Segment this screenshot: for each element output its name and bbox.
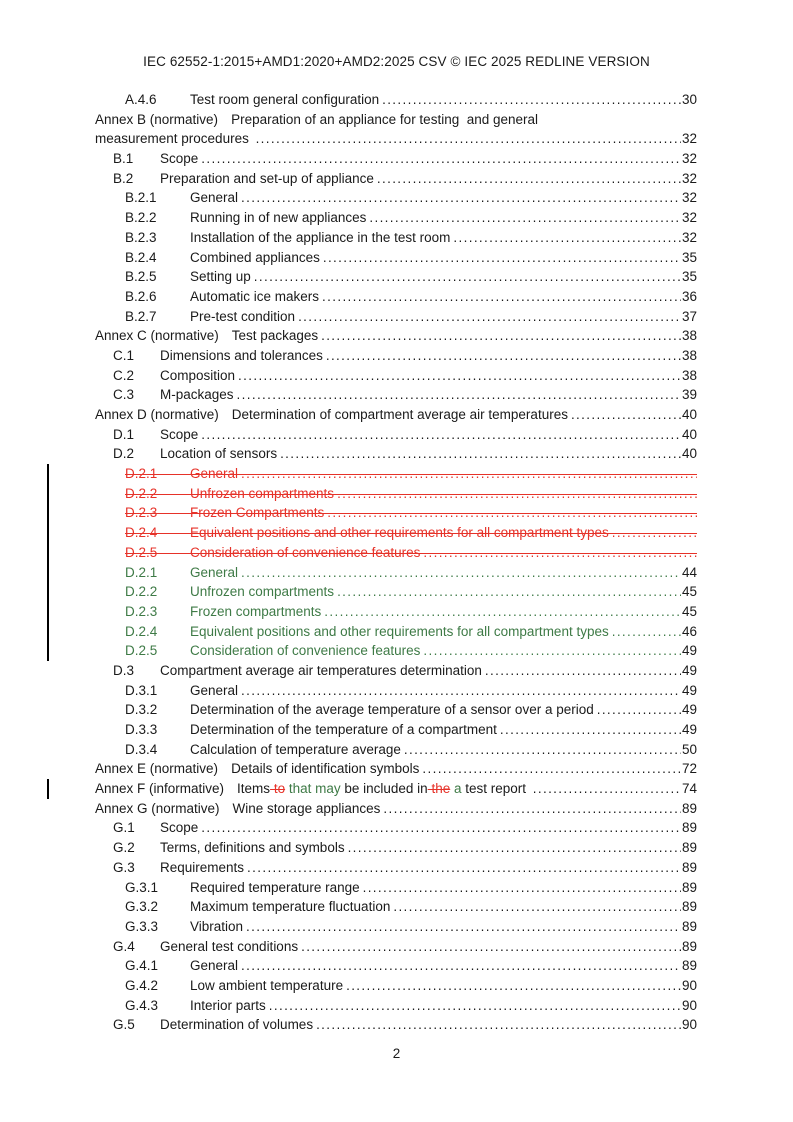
toc-dot-leader [238, 563, 681, 583]
toc-dot-leader [238, 956, 681, 976]
toc-entry-title: General [190, 682, 239, 698]
toc-entry [95, 110, 697, 130]
toc-page-number: 32 [681, 190, 697, 206]
toc-entry-title: Pre-test condition [190, 308, 296, 324]
toc-entry-title: Scope [160, 151, 199, 167]
toc-page-number: 49 [681, 702, 697, 718]
toc-entry [95, 838, 697, 858]
toc-dot-leader [345, 838, 681, 858]
toc-entry-title: Scope [160, 426, 199, 442]
toc-dot-leader [253, 129, 681, 149]
toc-dot-leader [277, 444, 681, 464]
toc-entry-number: A.4.6 [125, 92, 157, 107]
toc-entry-title: measurement procedures [95, 131, 253, 147]
toc-entry-title: General [190, 958, 239, 974]
toc-entry-number: G.1 [113, 820, 135, 836]
toc-page-number: 32 [681, 151, 697, 167]
toc-page-number: 50 [681, 741, 697, 757]
toc-entry [95, 326, 697, 346]
toc-entry-title: General [190, 564, 239, 580]
toc-dot-leader [238, 681, 681, 701]
toc-dot-leader [334, 582, 681, 602]
toc-entry-title: Maximum temperature fluctuation [190, 899, 391, 915]
toc-entry [95, 897, 697, 917]
toc-dot-leader [198, 425, 681, 445]
toc-entry [95, 405, 697, 425]
toc-entry [95, 307, 697, 327]
toc-entry-number: B.2 [113, 170, 134, 186]
toc-dot-leader [234, 385, 681, 405]
toc-entry [95, 818, 697, 838]
toc-entry-title: Test room general configuration [190, 92, 380, 107]
toc-entry [95, 858, 697, 878]
toc-entry-title: Unfrozen compartments [190, 485, 335, 501]
toc-entry-number: Annex C (normative) [95, 328, 219, 344]
toc-page-number: 38 [681, 367, 697, 383]
toc-dot-leader [380, 799, 681, 819]
toc-entry-title: Interior parts [190, 997, 266, 1013]
toc-entry [95, 169, 697, 189]
toc-entry-title: Compartment average air temperatures determination [160, 662, 482, 678]
toc-page-number: 49 [681, 722, 697, 737]
toc-page-number: 90 [681, 997, 697, 1013]
toc-page-number: 89 [681, 879, 697, 895]
toc-entry [95, 740, 697, 760]
toc-entry-title [237, 779, 530, 799]
toc-entry [95, 149, 697, 169]
toc-dot-leader [323, 346, 681, 366]
toc-entry [95, 937, 697, 957]
toc-dot-leader [295, 307, 681, 327]
toc-entry-number: D.2.5 [125, 643, 158, 659]
toc-page-number: 30 [681, 92, 697, 107]
redline-inserted-text: a [450, 781, 462, 797]
toc-dot-leader [321, 602, 681, 622]
toc-dot-leader [343, 976, 681, 996]
toc-entry [95, 681, 697, 701]
toc-entry [95, 956, 697, 976]
toc-entry [95, 976, 697, 996]
toc-page-number: 89 [681, 899, 697, 915]
toc-dot-leader [497, 720, 681, 740]
toc-dot-leader [319, 287, 681, 307]
toc-entry-number: B.1 [113, 151, 134, 167]
toc-entry-title: Determination of compartment average air temperatures [231, 407, 568, 422]
toc-dot-leader [198, 149, 681, 169]
toc-entry [95, 90, 697, 110]
toc-page-number: 36 [681, 288, 697, 304]
redline-deleted-text: the [427, 781, 451, 797]
toc-entry [95, 129, 697, 149]
toc-dot-leader [198, 818, 681, 838]
toc-dot-leader [251, 267, 681, 287]
redline-normal-text: be included in [340, 781, 428, 797]
toc-entry [95, 503, 697, 523]
toc-page-number: 32 [681, 210, 697, 226]
toc-page-number: 39 [681, 387, 697, 403]
toc-page-number: 38 [681, 328, 697, 344]
toc-entry-title: Calculation of temperature average [190, 741, 401, 757]
toc-page-number: 44 [681, 564, 697, 580]
toc-entry-number: D.3.1 [125, 682, 158, 698]
toc-entry-title: Determination of the average temperature of a sensor over a period [190, 702, 594, 718]
toc-entry-number: D.2.2 [125, 485, 158, 501]
toc-entry-title: Frozen Compartments [190, 505, 325, 521]
toc-entry [95, 444, 697, 464]
toc-entry-number: D.2.2 [125, 584, 158, 600]
toc-page-number: 45 [681, 603, 697, 619]
toc-page-number: 45 [681, 584, 697, 600]
toc-dot-leader [366, 208, 681, 228]
toc-entry [95, 543, 697, 563]
toc-page-number: 89 [681, 859, 697, 875]
toc-entry-title: Equivalent positions and other requirements for all compartment types [190, 525, 609, 541]
toc-entry-title: Setting up [190, 269, 251, 285]
redline-normal-text: test report [461, 781, 530, 797]
toc-page-number: 35 [681, 249, 697, 265]
redline-deleted-text: to [270, 781, 286, 797]
toc-entry-number: Annex E (normative) [95, 761, 219, 777]
toc-dot-leader [360, 878, 681, 898]
toc-page-number: 89 [681, 820, 697, 836]
toc-page-number: 40 [681, 407, 697, 422]
toc-entry-title: Vibration [190, 918, 244, 934]
toc-entry-number: G.4.3 [125, 997, 159, 1013]
toc-entry [95, 425, 697, 445]
toc-entry-title: Location of sensors [160, 446, 278, 462]
toc-page-number: 49 [681, 682, 697, 698]
toc-page-number: 46 [681, 623, 697, 639]
toc-page-number: 74 [681, 781, 697, 797]
toc-entry-number: Annex D (normative) [95, 407, 219, 422]
toc-entry [95, 287, 697, 307]
toc-entry-title: General [190, 466, 239, 482]
toc-entry-title: Determination of volumes [160, 1017, 314, 1033]
toc-page-number: 32 [681, 131, 697, 147]
toc-entry [95, 464, 697, 484]
toc-entry-number: G.4.2 [125, 977, 159, 993]
toc-entry-number: D.2.3 [125, 505, 158, 521]
toc-entry-title: Running in of new appliances [190, 210, 367, 226]
toc-entry-number: B.2.5 [125, 269, 157, 285]
toc-entry-title: Dimensions and tolerances [160, 347, 323, 363]
toc-page-number: 89 [681, 840, 697, 856]
toc-entry [95, 523, 697, 543]
toc-entry [95, 582, 697, 602]
toc-entry-number: D.2.4 [125, 623, 158, 639]
toc-entry-number: D.3.3 [125, 722, 158, 737]
toc-page-number: 89 [681, 958, 697, 974]
toc-entry-number: C.2 [113, 367, 135, 383]
toc-page-number: 40 [681, 446, 697, 462]
toc-list [95, 90, 697, 1035]
toc-entry-number: D.3 [113, 662, 135, 678]
toc-dot-leader [390, 897, 681, 917]
toc-entry [95, 366, 697, 386]
toc-entry-number: C.3 [113, 387, 135, 403]
toc-dot-leader [379, 90, 681, 110]
toc-dot-leader [609, 523, 697, 543]
toc-dot-leader [244, 858, 681, 878]
toc-dot-leader [609, 622, 681, 642]
toc-entry-title: Combined appliances [190, 249, 320, 265]
toc-entry [95, 602, 697, 622]
toc-entry-number: Annex F (informative) [95, 781, 225, 797]
toc-entry-title: Preparation of an appliance for testing and general [231, 111, 539, 127]
toc-entry [95, 208, 697, 228]
toc-dot-leader [318, 326, 681, 346]
toc-entry-number: Annex G (normative) [95, 800, 220, 816]
toc-entry-title: Determination of the temperature of a compartment [190, 722, 497, 737]
toc-entry-title: Automatic ice makers [190, 288, 320, 304]
toc-dot-leader [450, 228, 681, 248]
toc-entry-title: Equivalent positions and other requirements for all compartment types [190, 623, 609, 639]
toc-page-number: 35 [681, 269, 697, 285]
toc-entry [95, 228, 697, 248]
toc-entry [95, 759, 697, 779]
toc-entry-number: B.2.3 [125, 229, 157, 245]
toc-dot-leader [235, 366, 681, 386]
toc-entry [95, 1015, 697, 1035]
toc-page-number: 72 [681, 761, 697, 777]
toc-dot-leader [420, 641, 681, 661]
toc-dot-leader [482, 661, 681, 681]
toc-dot-leader [401, 740, 681, 760]
toc-entry [95, 563, 697, 583]
toc-entry [95, 878, 697, 898]
toc-entry-title: General [190, 190, 239, 206]
toc-entry-number: G.3.2 [125, 899, 159, 915]
toc-entry [95, 720, 697, 740]
toc-entry-title: Required temperature range [190, 879, 360, 895]
page-header: IEC 62552-1:2015+AMD1:2020+AMD2:2025 CSV © IEC 2025 REDLINE VERSION [143, 54, 650, 69]
toc-entry-title: Details of identification symbols [231, 761, 420, 777]
toc-entry-number: D.3.2 [125, 702, 158, 718]
toc-entry-title: General test conditions [160, 938, 299, 954]
toc-dot-leader [530, 779, 681, 799]
toc-entry-title: Unfrozen compartments [190, 584, 335, 600]
toc-dot-leader [374, 169, 681, 189]
toc-entry-number: B.2.7 [125, 308, 157, 324]
toc-page-number: 37 [681, 308, 697, 324]
toc-entry-number: D.1 [113, 426, 135, 442]
toc-page-number: 40 [681, 426, 697, 442]
toc-entry-title: M-packages [160, 387, 234, 403]
toc-entry-number: G.3.3 [125, 918, 159, 934]
toc-entry-title: Terms, definitions and symbols [160, 840, 345, 856]
toc-dot-leader [266, 996, 681, 1016]
toc-dot-leader [243, 917, 681, 937]
toc-dot-leader [298, 937, 681, 957]
toc-entry [95, 661, 697, 681]
toc-entry [95, 484, 697, 504]
toc-entry-title: Wine storage appliances [232, 800, 381, 816]
toc-entry [95, 700, 697, 720]
toc-entry-number: G.4 [113, 938, 135, 954]
toc-page-number: 32 [681, 229, 697, 245]
toc-dot-leader [238, 464, 697, 484]
toc-entry [95, 248, 697, 268]
toc-page-number: 89 [681, 800, 697, 816]
toc-page-number: 49 [681, 662, 697, 678]
toc-dot-leader [320, 248, 681, 268]
toc-entry-title: Preparation and set-up of appliance [160, 170, 374, 186]
toc-entry-number: B.2.4 [125, 249, 157, 265]
toc-entry-title: Composition [160, 367, 236, 383]
toc-entry-number: D.2.1 [125, 466, 158, 482]
toc-entry-number: G.2 [113, 840, 135, 856]
toc-entry [95, 267, 697, 287]
toc-entry-title: Frozen compartments [190, 603, 322, 619]
toc-entry-number: B.2.6 [125, 288, 157, 304]
toc-dot-leader [594, 700, 681, 720]
toc-entry [95, 917, 697, 937]
toc-entry [95, 346, 697, 366]
page-number-footer: 2 [392, 1046, 401, 1061]
toc-dot-leader [313, 1015, 681, 1035]
toc-page-number: 89 [681, 918, 697, 934]
toc-dot-leader [568, 405, 681, 425]
toc-page-number: 32 [681, 170, 697, 186]
toc-entry [95, 188, 697, 208]
toc-entry-number: B.2.1 [125, 190, 157, 206]
redline-inserted-text: that may [285, 781, 341, 797]
toc-dot-leader [420, 543, 697, 563]
toc-entry-number: G.3 [113, 859, 135, 875]
toc-entry-title: Scope [160, 820, 199, 836]
toc-entry-title: Consideration of convenience features [190, 643, 421, 659]
toc-entry-title: Consideration of convenience features [190, 544, 421, 560]
toc-entry-number: G.5 [113, 1017, 135, 1033]
toc-entry-number: G.3.1 [125, 879, 159, 895]
toc-page-number: 38 [681, 347, 697, 363]
toc-page-number: 90 [681, 977, 697, 993]
toc-dot-leader [334, 484, 697, 504]
toc-entry [95, 779, 697, 799]
redline-normal-text: Items [237, 781, 271, 797]
toc-page-number: 90 [681, 1017, 697, 1033]
toc-entry-number: D.2 [113, 446, 135, 462]
toc-entry [95, 641, 697, 661]
toc-entry-number: C.1 [113, 347, 135, 363]
toc-entry-number: D.2.3 [125, 603, 158, 619]
toc-entry [95, 622, 697, 642]
toc-entry-number: D.2.5 [125, 544, 158, 560]
toc-dot-leader [419, 759, 681, 779]
toc-entry-number: D.2.1 [125, 564, 158, 580]
toc-entry-number: G.4.1 [125, 958, 159, 974]
toc-page-number: 89 [681, 938, 697, 954]
toc-entry-title: Installation of the appliance in the test room [190, 229, 451, 245]
toc-entry [95, 996, 697, 1016]
toc-entry-title: Low ambient temperature [190, 977, 344, 993]
toc-dot-leader [238, 188, 681, 208]
toc-entry-number: D.3.4 [125, 741, 158, 757]
toc-entry-number: D.2.4 [125, 525, 158, 541]
toc-entry-title: Test packages [231, 328, 319, 344]
toc-dot-leader [324, 503, 697, 523]
toc-entry [95, 385, 697, 405]
toc-entry [95, 799, 697, 819]
toc-page-number: 49 [681, 643, 697, 659]
toc-entry-number: Annex B (normative) [95, 111, 219, 127]
toc-entry-number: B.2.2 [125, 210, 157, 226]
toc-entry-title: Requirements [160, 859, 245, 875]
